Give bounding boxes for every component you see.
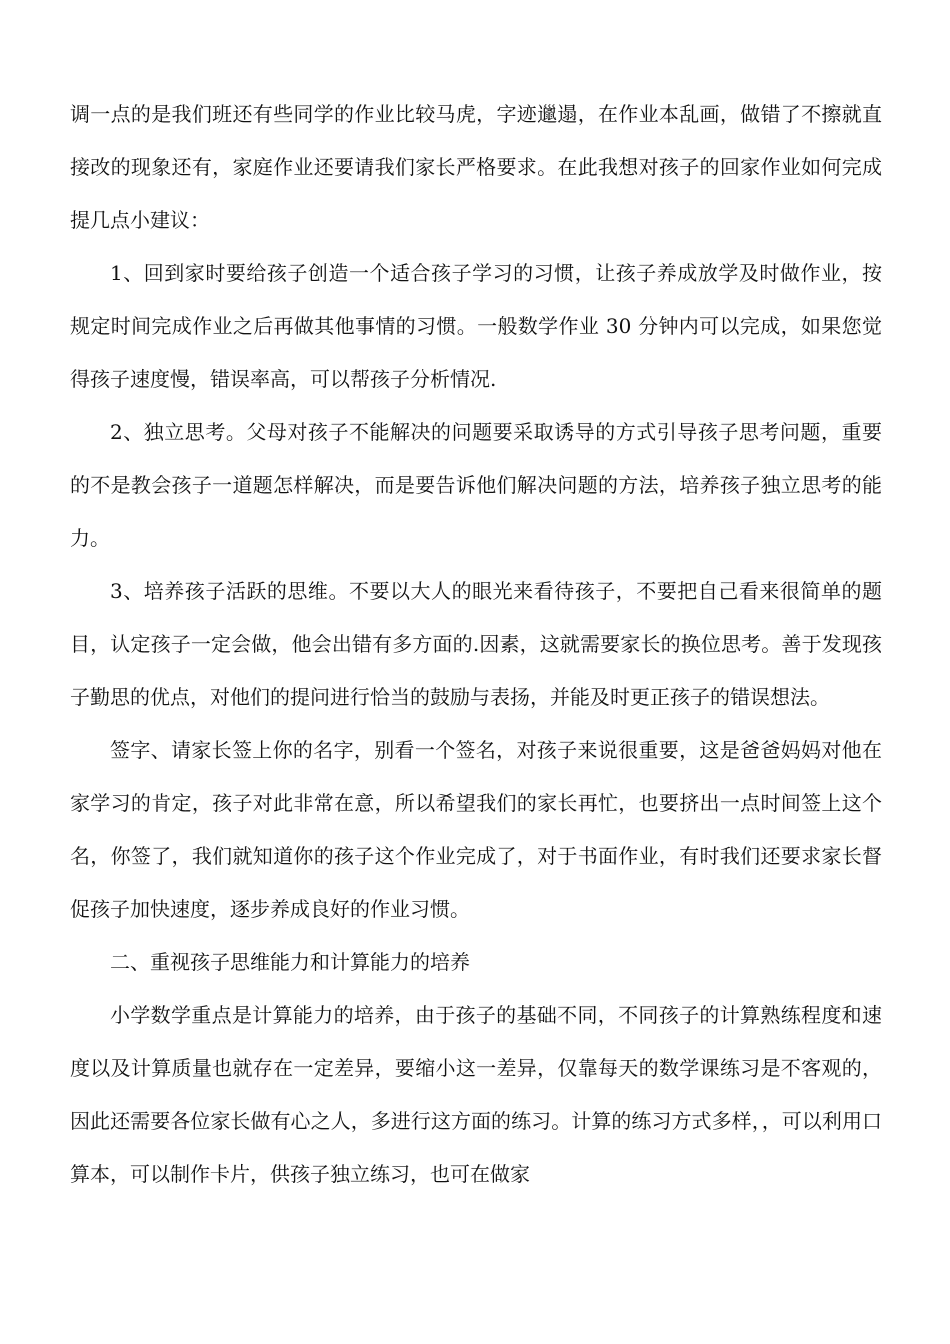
paragraph-suggestion-2: 2、独立思考。父母对孩子不能解决的问题要采取诱导的方式引导孩子思考问题，重要的不是教会孩子一道题怎样解决，而是要告诉他们解决问题的方法，培养孩子独立思考的能力。: [70, 420, 882, 550]
paragraph-calculation: 小学数学重点是计算能力的培养，由于孩子的基础不同，不同孩子的计算熟练程度和速度以及计算质量也就存在一定差异，要缩小这一差异，仅靠每天的数学课练习是不客观的，因此还需要各位家长做有心之人，多进行这方面的练习。计算的练习方式多样，，可以利用口算本，可以制作卡片，供孩子独立练习，也可在做家: [70, 1003, 882, 1186]
paragraph-signature: 签字、请家长签上你的名字，别看一个签名，对孩子来说很重要，这是爸爸妈妈对他在家学习的肯定，孩子对此非常在意，所以希望我们的家长再忙，也要挤出一点时间签上这个名，你签了，我们就知道你的孩子这个作业完成了，对于书面作业，有时我们还要求家长督促孩子加快速度，逐步养成良好的作业习惯。: [70, 738, 882, 921]
section-heading-thinking-calculation: 二、重视孩子思维能力和计算能力的培养: [110, 950, 470, 974]
paragraph-suggestion-1: 1、回到家时要给孩子创造一个适合孩子学习的习惯，让孩子养成放学及时做作业，按规定时间完成作业之后再做其他事情的习惯。一般数学作业 30 分钟内可以完成，如果您觉得孩子速度慢，错误率高，可以帮孩子分析情况.: [70, 261, 882, 391]
document-page: [70, 88, 882, 1201]
paragraph-suggestion-3: 3、培养孩子活跃的思维。不要以大人的眼光来看待孩子，不要把自己看来很简单的题目，认定孩子一定会做，他会出错有多方面的.因素，这就需要家长的换位思考。善于发现孩子勤思的优点，对他们的提问进行恰当的鼓励与表扬，并能及时更正孩子的错误想法。: [70, 579, 882, 709]
paragraph-homework-intro: 调一点的是我们班还有些同学的作业比较马虎，字迹邋遢，在作业本乱画，做错了不擦就直接改的现象还有，家庭作业还要请我们家长严格要求。在此我想对孩子的回家作业如何完成提几点小建议：: [70, 102, 882, 232]
